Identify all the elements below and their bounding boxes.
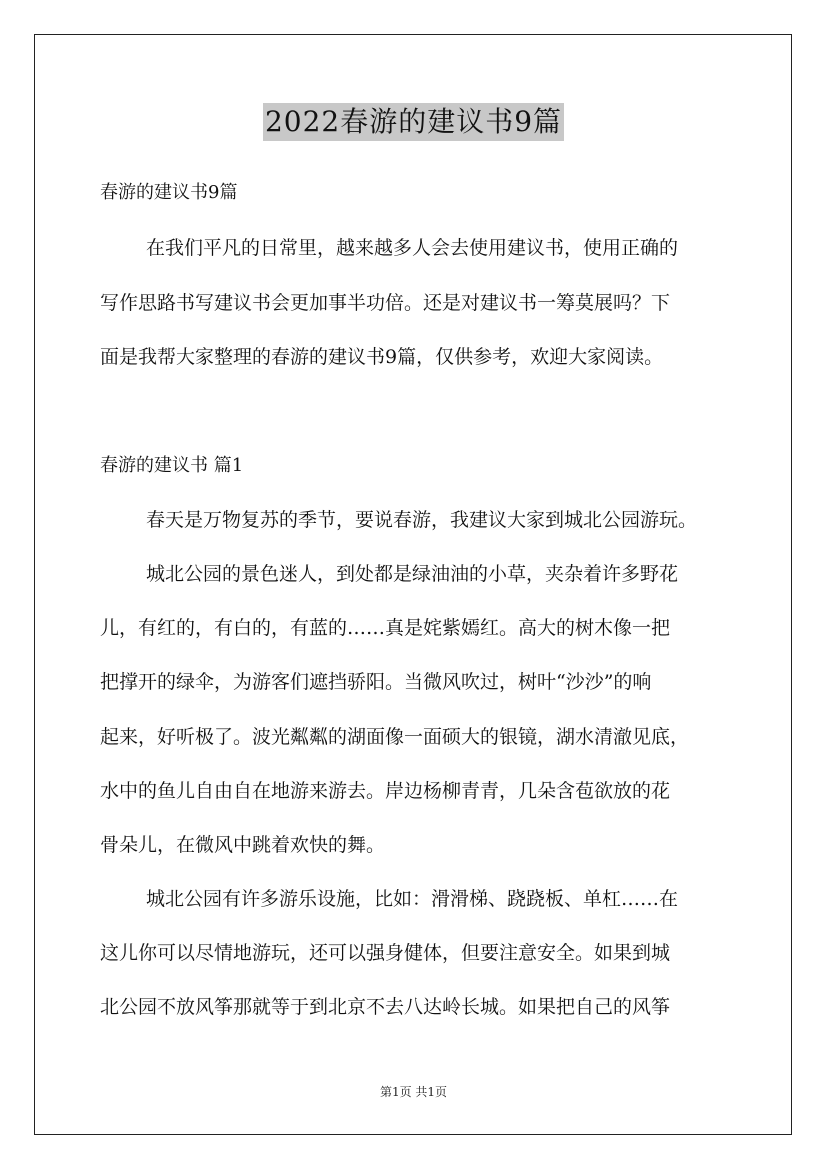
paragraph-line: 城北公园的景色迷人，到处都是绿油油的小草，夹杂着许多野花	[146, 563, 679, 585]
paragraph-line: 骨朵儿，在微风中跳着欢快的舞。	[100, 834, 386, 856]
page-footer: 第1页 共1页	[379, 1085, 448, 1099]
paragraph-line: 起来，好听极了。波光粼粼的湖面像一面硕大的银镜，湖水清澈见底，	[100, 726, 690, 748]
paragraph-line: 儿，有红的，有白的，有蓝的……真是姹紫嫣红。高大的树木像一把	[100, 617, 671, 639]
paragraph-line: 把撑开的绿伞，为游客们遮挡骄阳。当微风吹过，树叶“沙沙”的响	[100, 671, 652, 693]
title-container	[0, 103, 827, 141]
intro-line-1: 在我们平凡的日常里，越来越多人会去使用建议书，使用正确的	[146, 237, 679, 259]
intro-line-2: 写作思路书写建议书会更加事半功倍。还是对建议书一筹莫展吗？下	[100, 292, 671, 314]
paragraph-line: 水中的鱼儿自由自在地游来游去。岸边杨柳青青，几朵含苞欲放的花	[100, 780, 671, 802]
document-subtitle: 春游的建议书9篇	[100, 182, 238, 203]
section-heading: 春游的建议书 篇1	[100, 455, 244, 476]
paragraph-line: 北公园不放风筝那就等于到北京不去八达岭长城。如果把自己的风筝	[100, 996, 671, 1018]
paragraph-line: 春天是万物复苏的季节，要说春游，我建议大家到城北公园游玩。	[146, 509, 698, 531]
intro-line-3: 面是我帮大家整理的春游的建议书9篇，仅供参考，欢迎大家阅读。	[100, 346, 664, 368]
document-title: 2022春游的建议书9篇	[263, 103, 564, 141]
paragraph-line: 这儿你可以尽情地游玩，还可以强身健体，但要注意安全。如果到城	[100, 942, 671, 964]
paragraph-line: 城北公园有许多游乐设施，比如：滑滑梯、跷跷板、单杠……在	[146, 888, 679, 910]
